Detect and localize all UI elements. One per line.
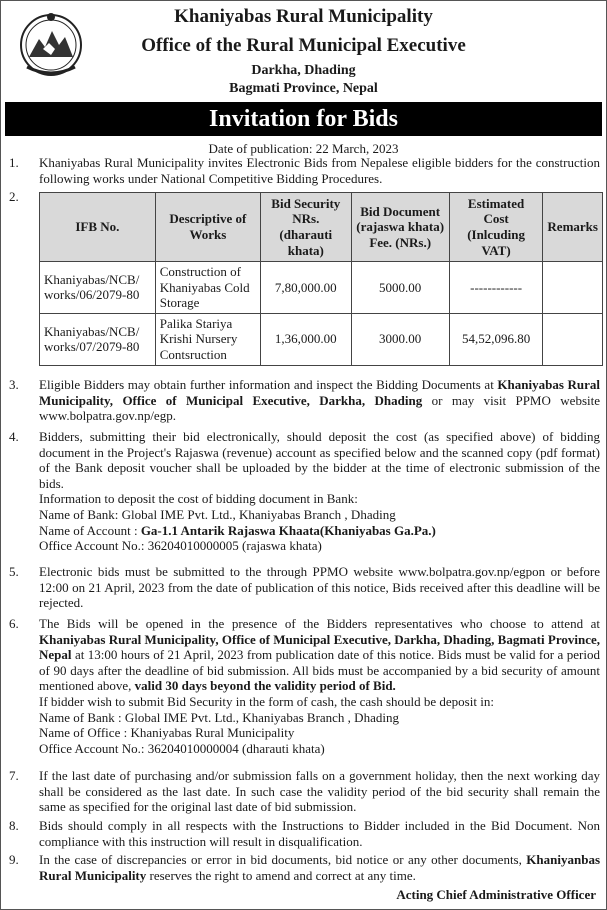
clause-text-bold: Khaniyanbas Rural Municipality <box>39 852 600 883</box>
column-header: Bid Document (rajaswa khata) Fee. (NRs.) <box>351 193 449 262</box>
clause-number: 6. <box>9 616 19 631</box>
municipality-name: Khaniyabas Rural Municipality <box>174 6 433 27</box>
column-header: Estimated Cost (Inlcuding VAT) <box>449 193 543 262</box>
notice-title-banner: Invitation for Bids <box>5 102 602 136</box>
clause-number: 9. <box>9 852 19 867</box>
clause-number: 3. <box>9 377 19 392</box>
bid-security-cell: 1,36,000.00 <box>261 313 352 365</box>
clause-number: 4. <box>9 429 19 444</box>
works-description-cell: Construction of Khaniyabas Cold Storage <box>155 262 260 314</box>
clause-9 <box>9 852 600 883</box>
clause-text: Khaniyabas Rural Municipality invites Electronic Bids from Nepalese eligible bidders for the construction following works under National Competitive Bidding Procedures. <box>39 155 600 186</box>
clause-text <box>39 377 600 424</box>
bid-works-table <box>39 192 603 366</box>
clause-text: Bids should comply in all respects with the Instructions to Bidder included in the Bid Document. Non compliance with this instruction will result in disqualification. <box>39 818 600 849</box>
office-name-line: Name of Office : Khaniyabas Rural Municipality <box>39 725 295 741</box>
ifb-number-cell: Khaniyabas/NCB/ works/07/2079-80 <box>40 313 156 365</box>
column-header: Descriptive of Works <box>155 193 260 262</box>
works-description-cell: Palika Stariya Krishi Nursery Contsruction <box>155 313 260 365</box>
office-name: Office of the Rural Municipal Executive <box>141 35 466 56</box>
clause-7 <box>9 768 600 815</box>
clause-text-bold: valid 30 days beyond the validity period of Bid. <box>134 678 396 694</box>
column-header: Bid Security NRs. (dharauti khata) <box>261 193 352 262</box>
clause-text: Electronic bids must be submitted to the through PPMO website www.bolpatra.gov.np/egpon or before 12:00 on 21 April, 2023 from the date of publication of this notice, Bids received after this deadline will be rejected. <box>39 564 600 611</box>
office-location: Darkha, Dhading <box>251 63 356 78</box>
office-account-number: Office Account No.: 36204010000005 (rajaswa khata) <box>39 538 322 554</box>
account-name-value: Ga-1.1 Antarik Rajaswa Khaata(Khaniyabas Ga.Pa.) <box>140 522 436 538</box>
remarks-cell <box>543 313 603 365</box>
clause-text-bold: Khaniyabas Rural Municipality, Office of Municipal Executive, Darkha, Dhading, Bagmati Province, Nepal <box>39 631 600 663</box>
document-fee-cell: 5000.00 <box>351 262 449 314</box>
column-header: Remarks <box>543 193 603 262</box>
publication-date: Date of publication: 22 March, 2023 <box>208 141 399 156</box>
account-name-label: Name of Account : <box>39 522 141 538</box>
table-header-row <box>40 193 603 262</box>
account-name <box>39 523 600 539</box>
estimated-cost-cell: ------------ <box>449 262 543 314</box>
remarks-cell <box>543 262 603 314</box>
clause-text-part: In the case of discrepancies or error in bid documents, bid notice or any other documents, <box>39 852 527 867</box>
ifb-number-cell: Khaniyabas/NCB/ works/06/2079-80 <box>40 262 156 314</box>
bank-name: Name of Bank: Global IME Pvt. Ltd., Khaniyabas Branch , Dhading <box>39 506 396 522</box>
clause-text-part: reserves the right to amend and correct at any time. <box>146 867 416 883</box>
clause-text: If the last date of purchasing and/or submission falls on a government holiday, then the next working day shall be considered as the last date. In such case the validity period of the bid security shall remain the same as specified for the original last date of bid submission. <box>39 768 600 815</box>
clause-number: 7. <box>9 768 19 783</box>
clause-6 <box>9 616 600 756</box>
table-row <box>40 313 603 365</box>
signatory-title: Acting Chief Administrative Officer <box>396 887 596 902</box>
estimated-cost-cell: 54,52,096.80 <box>449 313 543 365</box>
clause-1 <box>9 155 600 186</box>
bank-name: Name of Bank : Global IME Pvt. Ltd., Khaniyabas Branch , Dhading <box>39 709 399 725</box>
clause-text-part: Eligible Bidders may obtain further information and inspect the Bidding Documents at <box>39 377 498 392</box>
clause-text-part: at 13:00 hours of 21 April, 2023 from publication date of this notice. Bids must be valid for a period of 90 days after the deadline of bid submission. All bids must be accompanied by a bid security of amount mentioned above, <box>39 647 600 694</box>
clause-number: 5. <box>9 564 19 579</box>
cash-deposit-note: If bidder wish to submit Bid Security in the form of cash, the cash should be deposit in: <box>39 693 494 709</box>
clause-8 <box>9 818 600 849</box>
column-header: IFB No. <box>40 193 156 262</box>
office-province: Bagmati Province, Nepal <box>229 81 378 96</box>
office-account-number: Office Account No.: 36204010000004 (dharauti khata) <box>39 740 325 756</box>
table-row <box>40 262 603 314</box>
clause-number: 1. <box>9 155 19 170</box>
clause-number: 8. <box>9 818 19 833</box>
clause-3 <box>9 377 600 424</box>
clause-text <box>39 616 600 694</box>
clause-5 <box>9 564 600 611</box>
bank-info-heading: Information to deposit the cost of bidding document in Bank: <box>39 491 358 507</box>
document-fee-cell: 3000.00 <box>351 313 449 365</box>
clause-text <box>39 852 600 883</box>
clause-text-bold: Khaniyabas Rural Municipality, Office of Municipal Executive, Darkha, Dhading <box>39 377 600 408</box>
clause-text-part: The Bids will be opened in the presence of the Bidders representatives who choose to attend at <box>39 616 600 631</box>
clause-text: Bidders, submitting their bid electronically, should deposit the cost (as specified above) of bidding document in the Project's Rajaswa (revenue) account as specified below and the scanned copy (pdf format) of the Bank deposit voucher shall be uploaded by the bidder at the time of electronic submission of the bids. <box>39 429 600 491</box>
clause-4 <box>9 429 600 554</box>
clause-number: 2. <box>9 189 19 204</box>
clause-text-part: or may visit PPMO website www.bolpatra.gov.np/egp. <box>39 392 600 424</box>
bid-security-cell: 7,80,000.00 <box>261 262 352 314</box>
